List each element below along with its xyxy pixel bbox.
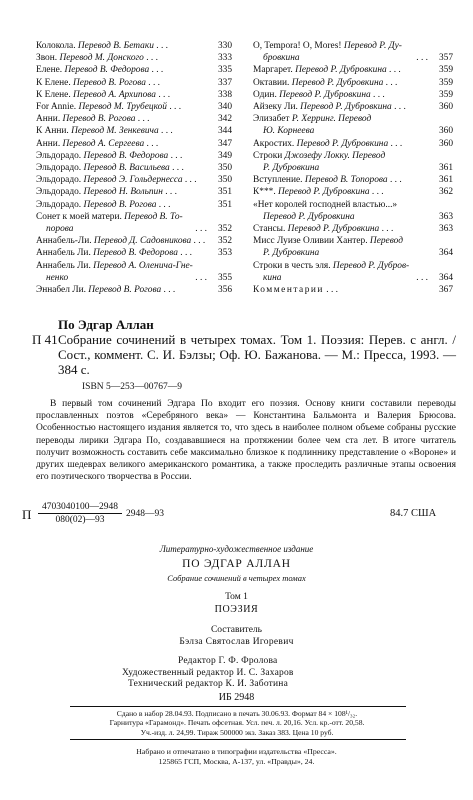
bbk-code: 84.7 США [390, 508, 437, 519]
toc-leader: . . . [191, 236, 206, 247]
toc-page-number: 362 [438, 187, 453, 198]
divider [70, 739, 406, 740]
toc-poem-title: Вступление. [253, 175, 303, 186]
toc-leader: . . . [167, 102, 182, 113]
toc-entry-title [36, 138, 207, 150]
toc-translator-cont: порова [46, 224, 74, 235]
toc-entry [253, 223, 453, 235]
toc-leader: . . . [162, 187, 177, 198]
toc-entry-continuation [253, 125, 453, 137]
toc-poem-title: Аннабель-Ли. [36, 236, 92, 247]
toc-entry-title [253, 40, 453, 52]
toc-page-number: 347 [217, 138, 232, 149]
toc-leader: . . . [135, 114, 150, 125]
toc-entry-continuation [253, 52, 453, 64]
toc-entry-title [36, 211, 232, 223]
toc-entry [36, 150, 232, 162]
toc-entry [253, 284, 453, 296]
toc-page-number: 361 [438, 163, 453, 174]
toc-leader: . . . [153, 41, 168, 51]
toc-entry-title [36, 77, 207, 89]
toc-page-number: 367 [438, 285, 453, 296]
toc-translator: Перевод В. Федорова [83, 150, 169, 161]
toc-page-number: 359 [438, 65, 453, 76]
toc-entry [36, 89, 232, 101]
toc-entry-title [36, 284, 207, 296]
classification-tail: 2948—93 [126, 509, 164, 519]
toc-page-number: 357 [438, 53, 453, 64]
toc-leader: . . . [168, 150, 183, 161]
toc-translator: Перевод Р. Дубровкина [278, 187, 370, 198]
toc-translator: Перевод В. Рогова [62, 114, 136, 125]
toc-entry [36, 101, 232, 113]
toc-entry [253, 150, 453, 162]
toc-page-number: 351 [217, 187, 232, 198]
toc-entry [253, 186, 453, 198]
technical-line: Гарнитура «Гарамонд». Печать офсетная. Усл. печ. л. 20,16. Усл. кр.-отт. 20,58. [109, 718, 365, 728]
printer-line: 125865 ГСП, Москва, А-137, ул. «Правды», 24. [158, 756, 315, 766]
toc-translator-cont: Перевод Р. Дубровкина [263, 211, 355, 222]
toc-page-number: 364 [438, 272, 453, 283]
toc-entry-title [36, 89, 207, 101]
toc-entry-title [253, 284, 428, 296]
toc-entry-continuation [253, 272, 453, 284]
toc-page-number: 351 [217, 199, 232, 210]
divider [70, 706, 406, 707]
bib-description: Собрание сочинений в четырех томах. Том 1. Поэзия: Перев. с англ. / Сост., коммент. С. И. Бэлзы; Оф. Ю. Бажанова. — М.: Пресса, 1993. — 384 с. [58, 332, 456, 377]
toc-page-number: 350 [217, 175, 232, 186]
toc-translator: Перевод В. Бетаки [77, 41, 154, 51]
toc-leader: . . . [416, 53, 428, 64]
toc-poem-title: «Нет королей господней властью...» [253, 199, 398, 210]
toc-leader: . . . [149, 65, 164, 76]
classification-fraction [38, 502, 122, 525]
toc-entry-title [253, 64, 428, 76]
toc-column-right [253, 40, 453, 296]
toc-page-number: 352 [217, 236, 232, 247]
toc-entry [36, 64, 232, 76]
toc-entry [36, 199, 232, 211]
editor-line: Редактор Г. Ф. Фролова [178, 656, 278, 666]
toc-poem-title: К Елене. [36, 89, 71, 100]
toc-entry [36, 235, 232, 247]
toc-poem-title: Аннабель Ли. [36, 260, 91, 271]
imprint-author: ПО ЭДГАР АЛЛАН [182, 558, 291, 570]
toc-entry-title [36, 162, 207, 174]
toc-translator: Перевод М. Зенкевича [71, 126, 159, 137]
toc-entry-title [253, 199, 453, 211]
toc-poem-title: Елене. [36, 65, 63, 76]
toc-translator: Перевод В. Топорова [304, 175, 388, 186]
toc-entry [253, 40, 453, 52]
toc-poem-title: Колокола. [36, 41, 76, 51]
toc-poem-title: Строки [253, 150, 283, 161]
toc-poem-title: For Annie. [36, 102, 77, 113]
toc-entry-title [253, 113, 453, 125]
toc-page-number: 359 [438, 89, 453, 100]
toc-page-number: 330 [217, 41, 232, 51]
toc-entry-title [36, 101, 207, 113]
toc-page-number: 363 [438, 211, 453, 222]
toc-entry [253, 101, 453, 113]
toc-leader: . . . [387, 175, 402, 186]
toc-translator-cont: бровкина [263, 53, 300, 64]
toc-translator: Перевод Р. Дубровкина [287, 224, 380, 235]
toc-poem-title: Комментарии [253, 285, 324, 296]
technical-line: Уч.-изд. л. 24,99. Тираж 500000 экз. Заказ 383. Цена 10 руб. [140, 727, 334, 737]
toc-translator: Перевод Р. Дубровкина [296, 138, 389, 149]
toc-entry [36, 40, 232, 52]
toc-page-number: 350 [217, 163, 232, 174]
toc-entry-title [253, 260, 453, 272]
toc-leader: . . . [158, 126, 173, 137]
toc-poem-title: Мисс Луизе Оливии Хантер. [253, 236, 368, 247]
toc-poem-title: Эльдорадо. [36, 163, 82, 174]
toc-entry-title [253, 186, 428, 198]
toc-poem-title: Маргарет. [253, 65, 293, 76]
toc-poem-title: Эльдорадо. [36, 150, 82, 161]
toc-entry-title [36, 174, 207, 186]
toc-poem-title: Звон. [36, 53, 58, 64]
toc-leader: . . . [143, 53, 158, 64]
toc-translator: Перевод В. Федорова [64, 65, 150, 76]
toc-entry-title [253, 101, 428, 113]
toc-entry-title [36, 64, 207, 76]
toc-translator: Перевод Р. Дубровкина [300, 102, 392, 113]
toc-page-number: 360 [438, 102, 453, 113]
toc-poem-title: К Елене. [36, 77, 71, 88]
toc-entry [253, 113, 453, 125]
toc-entry-title [36, 260, 232, 272]
toc-leader: . . . [161, 285, 176, 296]
classification-letter: П [22, 507, 32, 522]
toc-poem-title: O, Tempora! O, Mores! [253, 41, 342, 51]
toc-page-number: 353 [217, 248, 232, 259]
toc-page-number: 363 [438, 224, 453, 235]
imprint-editors [100, 656, 400, 691]
toc-translator-cont: кина [263, 272, 282, 283]
toc-translator: Перевод Р. Дубров- [332, 260, 410, 271]
toc-poem-title: Эльдорадо. [36, 187, 82, 198]
toc-translator: Перевод А. Оленича-Гне- [93, 260, 193, 271]
toc-translator-cont: ненко [46, 272, 69, 283]
toc-entry-title [253, 174, 428, 186]
toc-page-number: 359 [438, 77, 453, 88]
imprint-technical [62, 709, 412, 737]
toc-entry [36, 284, 232, 296]
toc-translator: Перевод Э. Гольдернесса [83, 175, 183, 186]
toc-entry-continuation [36, 272, 232, 284]
toc-page-number: 344 [217, 126, 232, 137]
toc-leader: . . . [156, 199, 171, 210]
editor-line: Художественный редактор И. С. Захаров [122, 667, 294, 678]
toc-leader: . . . [369, 187, 384, 198]
toc-entry-title [36, 199, 207, 211]
toc-entry-title [36, 40, 207, 52]
imprint-type: Литературно-художественное издание [159, 544, 314, 554]
toc-entry-title [253, 150, 453, 162]
toc-translator: Перевод А. Архипова [73, 89, 156, 100]
toc-leader: . . . [195, 224, 207, 235]
toc-entry [36, 174, 232, 186]
toc-leader: . . . [370, 89, 385, 100]
toc-poem-title: Аннабель Ли. [36, 248, 91, 259]
toc-translator-cont: Ю. Корнеева [263, 126, 315, 137]
toc-page-number: 342 [217, 114, 232, 125]
toc-entry [253, 138, 453, 150]
toc-entry [253, 199, 453, 211]
toc-translator: Перевод Р. Дубровкина [279, 89, 371, 100]
toc-translator: Перевод М. Трубецкой [78, 102, 167, 113]
toc-translator: Р. Херринг. Перевод [291, 114, 372, 125]
toc-entry [36, 77, 232, 89]
toc-entry-title [253, 223, 428, 235]
toc-translator: Перевод В. Васильева [83, 163, 170, 174]
toc-entry [253, 260, 453, 272]
toc-entry [36, 211, 232, 223]
imprint-compiler-name: Бэлза Святослав Игоревич [179, 637, 294, 647]
toc-poem-title: Эльдорадо. [36, 199, 82, 210]
toc-leader: . . . [391, 102, 406, 113]
toc-poem-title: Октавии. [253, 77, 290, 88]
toc-page-number: 335 [217, 65, 232, 76]
toc-entry [36, 162, 232, 174]
toc-entry-title [253, 235, 453, 247]
toc-entry-title [36, 247, 207, 259]
toc-leader: . . . [379, 224, 394, 235]
toc-entry [36, 52, 232, 64]
toc-poem-title: К***. [253, 187, 276, 198]
toc-column-left [36, 40, 232, 296]
toc-leader: . . . [155, 89, 171, 100]
toc-translator: Перевод Д. Садовникова [93, 236, 192, 247]
imprint-section: ПОЭЗИЯ [214, 604, 259, 615]
toc-entry-title [36, 52, 207, 64]
toc-entry-title [253, 89, 428, 101]
toc-poem-title: Строки в честь эля. [253, 260, 331, 271]
toc-leader: . . . [195, 272, 207, 283]
imprint-subtitle: Собрание сочинений в четырех томах [167, 573, 306, 583]
toc-entry-title [36, 150, 207, 162]
toc-page-number: 352 [217, 224, 232, 235]
toc-translator: Перевод А. Сергеева [62, 138, 145, 149]
toc-entry [36, 113, 232, 125]
toc-leader: . . . [182, 175, 197, 186]
toc-translator: Перевод В. Федорова [93, 248, 178, 259]
toc-poem-title: К Анни. [36, 126, 69, 137]
toc-entry [36, 260, 232, 272]
toc-translator-cont: Р. Дубровкина [263, 248, 320, 259]
toc-page-number: 333 [217, 53, 232, 64]
toc-entry [253, 235, 453, 247]
toc-poem-title: Сонет к моей матери. [36, 211, 122, 222]
toc-translator: Перевод Р. Дубровкина [291, 77, 384, 88]
toc-entry-title [36, 113, 207, 125]
toc-page-number: 340 [217, 102, 232, 113]
toc-poem-title: Эльдорадо. [36, 175, 82, 186]
toc-translator: Джозефу Локку. Перевод [284, 150, 386, 161]
toc-translator: Перевод Р. Ду- [343, 41, 402, 51]
toc-translator: Перевод В. Рогова [83, 199, 157, 210]
toc-translator: Перевод В. То- [124, 211, 183, 222]
toc-page-number: 360 [438, 138, 453, 149]
editor-line: Технический редактор К. И. Заботина [128, 679, 289, 689]
toc-entry-continuation [253, 211, 453, 223]
toc-leader: . . . [144, 138, 159, 149]
toc-entry-title [36, 125, 207, 137]
toc-poem-title: Акростих. [253, 138, 295, 149]
toc-entry [253, 77, 453, 89]
toc-entry [253, 89, 453, 101]
toc-entry [36, 186, 232, 198]
toc-page-number: 356 [217, 285, 232, 296]
toc-poem-title: Один. [253, 89, 277, 100]
toc-entry-title [253, 77, 428, 89]
classification-numerator: 4703040100—2948 [38, 502, 122, 514]
toc-entry [36, 247, 232, 259]
toc-leader: . . . [169, 163, 184, 174]
toc-entry-continuation [253, 247, 453, 259]
toc-leader: . . . [177, 248, 192, 259]
toc-poem-title: Анни. [36, 138, 61, 149]
toc-entry [36, 125, 232, 137]
toc-entry-title [253, 138, 428, 150]
bib-author: По Эдгар Аллан [58, 317, 154, 332]
toc-entry [36, 138, 232, 150]
toc-poem-title: Анни. [36, 114, 61, 125]
toc-page-number: 364 [438, 248, 453, 259]
toc-translator: Перевод Р. Дубровкина [295, 65, 387, 76]
imprint-volume: Том 1 [225, 592, 248, 602]
toc-translator: Перевод [369, 236, 403, 247]
toc-leader: . . . [383, 77, 398, 88]
toc-page-number: 360 [438, 126, 453, 137]
printer-line: Набрано и отпечатано в типографии издательства «Пресса». [136, 747, 337, 756]
toc-page-number: 361 [438, 175, 453, 186]
toc-entry-continuation [36, 223, 232, 235]
technical-line: Сдано в набор 28.04.93. Подписано в печать 30.06.93. Формат 84 × 108¹/₃₂. [116, 709, 358, 718]
bib-isbn: ISBN 5—253—00767—9 [82, 382, 183, 392]
toc-leader: . . . [388, 138, 403, 149]
imprint-printer [0, 747, 473, 766]
imprint-compiler-label: Составитель [210, 625, 263, 635]
toc-leader: . . . [145, 77, 160, 88]
toc-poem-title: Элизабет [253, 114, 290, 125]
toc-leader: . . . [416, 272, 428, 283]
toc-translator: Перевод В. Рогова [73, 77, 146, 88]
toc-poem-title: Айзеку Ли. [253, 102, 298, 113]
toc-entry [253, 174, 453, 186]
imprint-ib-number: ИБ 2948 [218, 692, 255, 703]
toc-entry [253, 64, 453, 76]
bib-code: П 41 [32, 332, 58, 347]
toc-entry-title [36, 235, 207, 247]
toc-entry-title [36, 186, 207, 198]
toc-page-number: 355 [217, 272, 232, 283]
classification-denominator: 080(02)—93 [55, 515, 105, 525]
toc-leader: . . . [323, 285, 338, 296]
toc-translator-cont: Р. Дубровкина [263, 163, 320, 174]
toc-entry-continuation [253, 162, 453, 174]
toc-translator: Перевод М. Донского [59, 53, 144, 64]
toc-translator: Перевод В. Рогова [88, 285, 162, 296]
toc-translator: Перевод Н. Вольпин [83, 187, 163, 198]
toc-poem-title: Стансы. [253, 224, 286, 235]
toc-page-number: 337 [217, 77, 232, 88]
toc-leader: . . . [386, 65, 401, 76]
toc-page-number: 338 [217, 89, 232, 100]
toc-poem-title: Эннабел Ли. [36, 285, 86, 296]
toc-page-number: 349 [217, 150, 232, 161]
bib-annotation: В первый том сочинений Эдгара По входит его поэзия. Основу книги составили переводы прославленных поэтов «Серебряного века» — Константина Бальмонта и Валерия Брюсова. Особенностью настоящего издания является то, что здесь в наиболее полном объеме собраны русские переводы лирики Эдгара По, создававшиеся на протяжении более чем ста лет. В итоге читатель получит возможность составить себе максимально близкое к подлиннику представление о «Вороне» и других шедеврах великого американского романтика, а также проследить различные этапы освоения его поэтического творчества в России. [36, 399, 456, 483]
